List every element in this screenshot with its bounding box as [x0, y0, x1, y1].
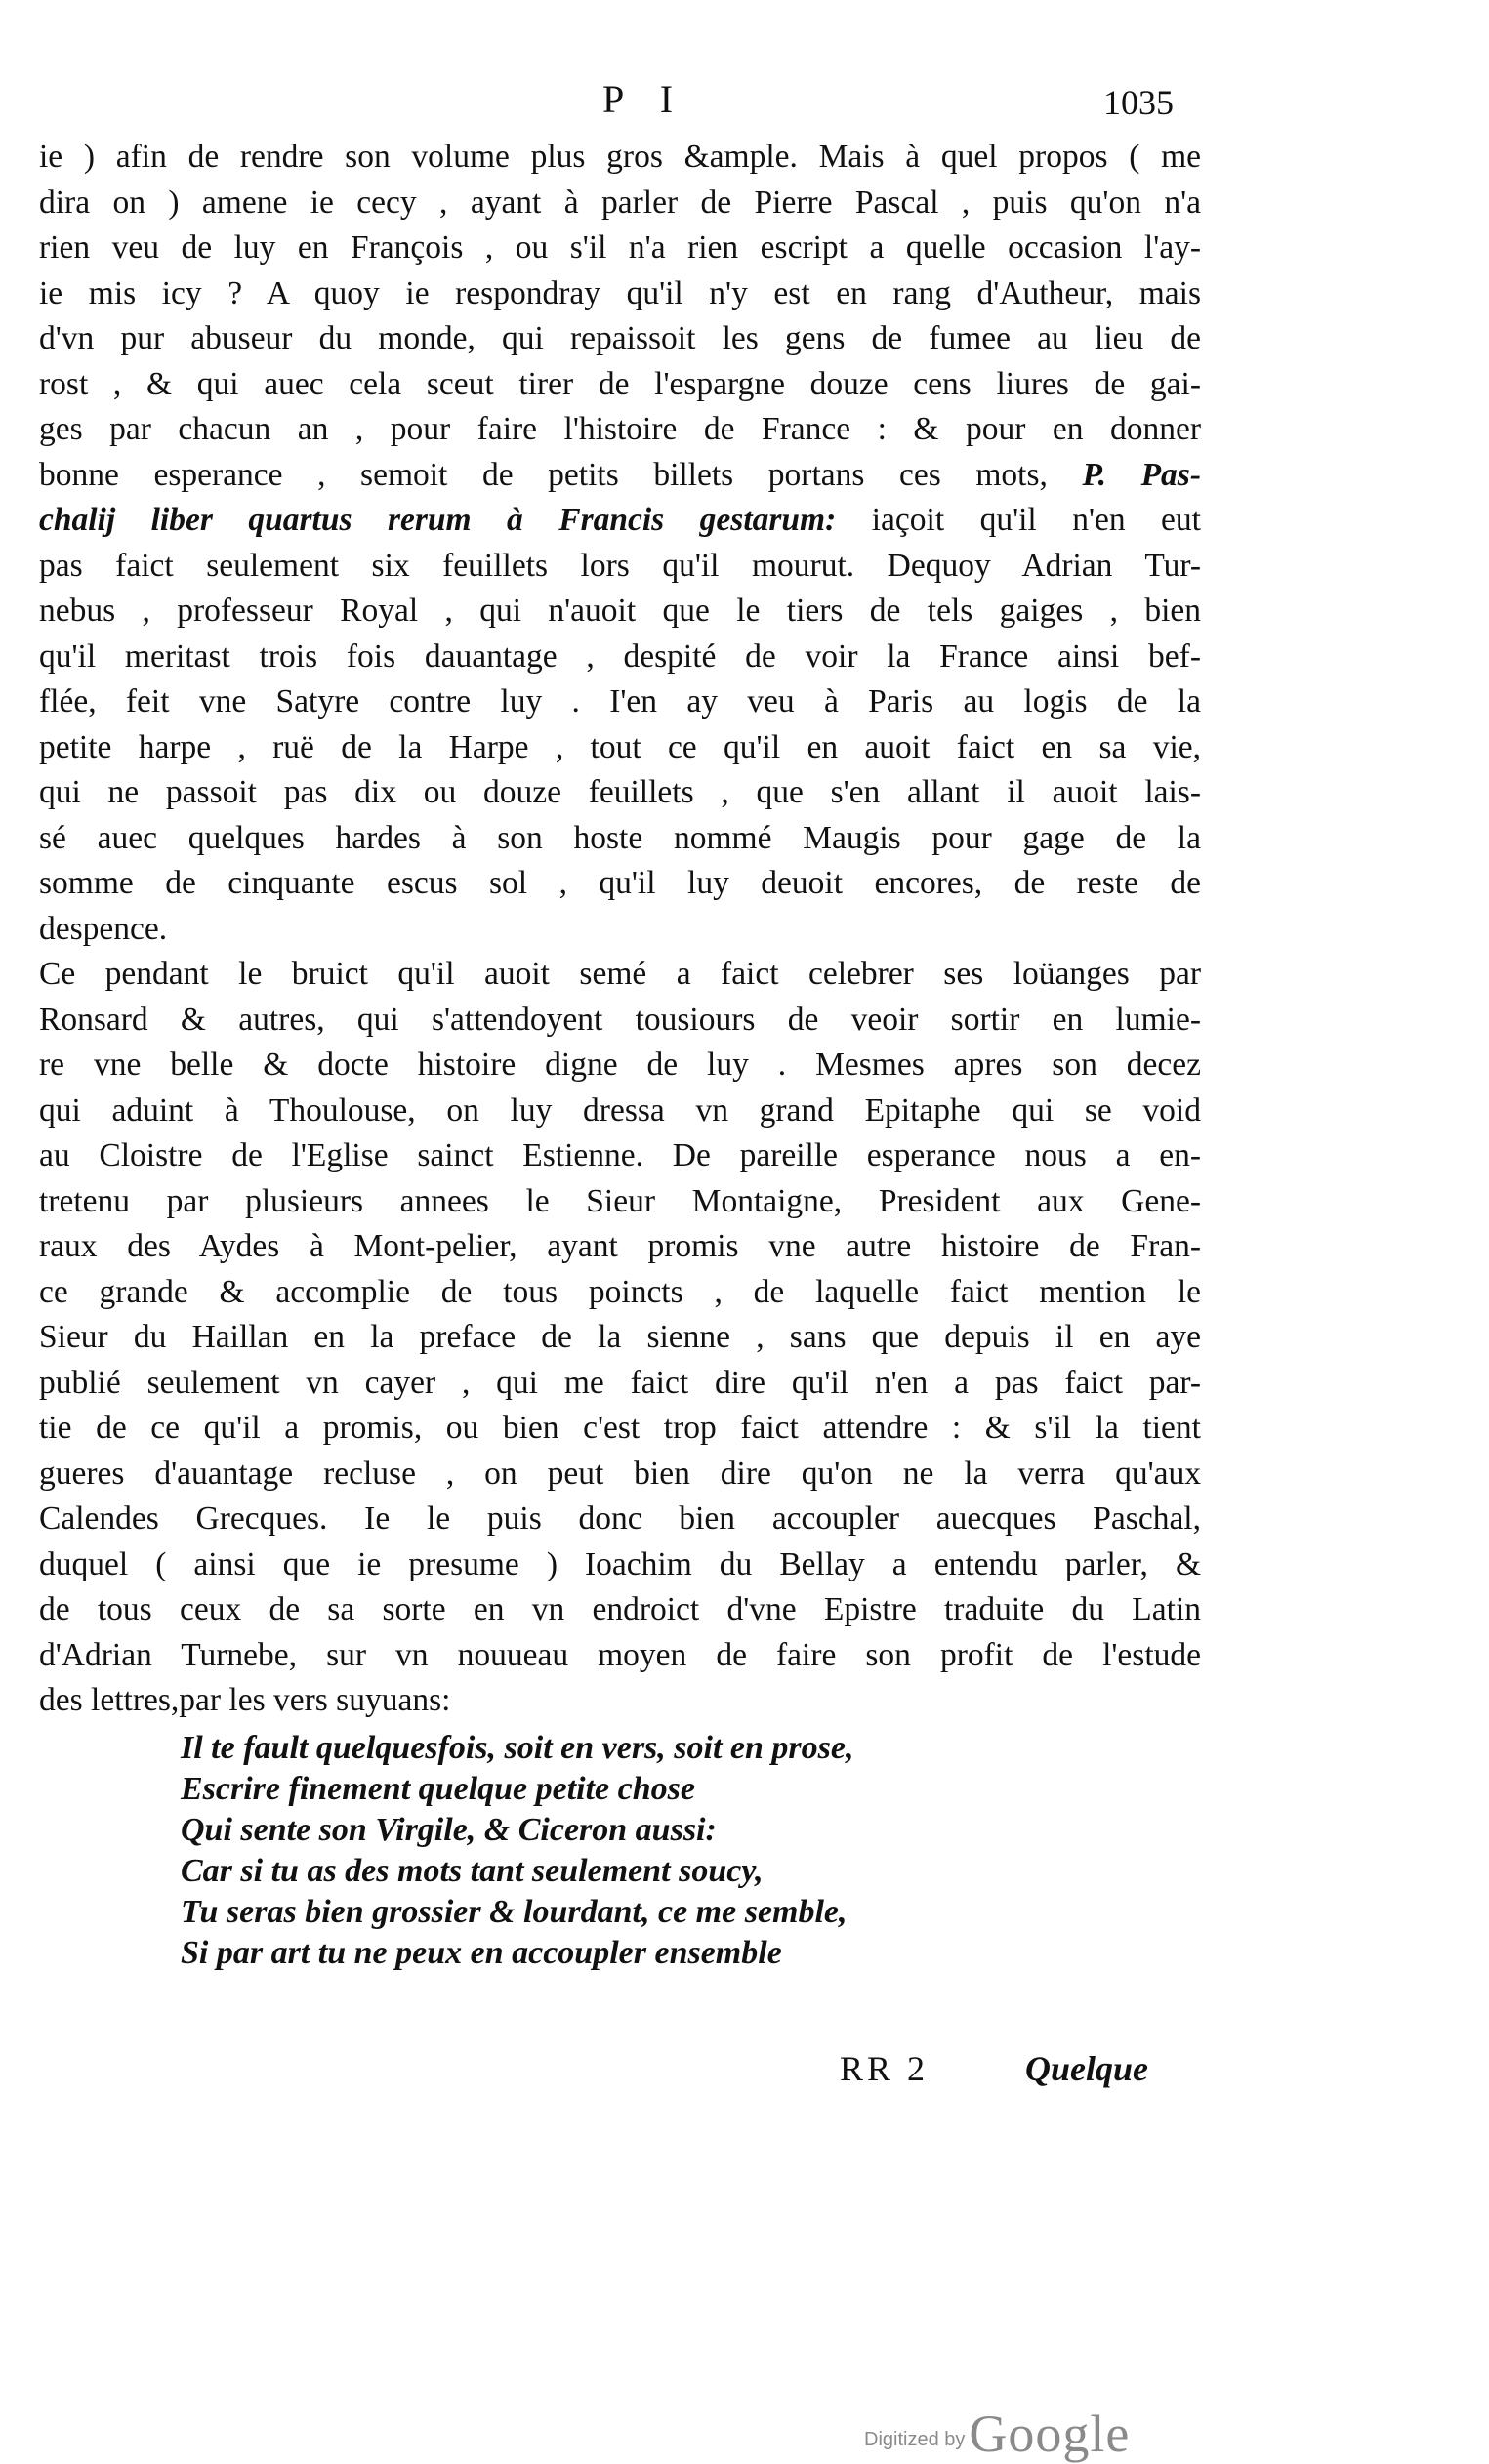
roman-text: flée, feit vne Satyre contre luy . I'en ay veu à Paris au logis de la [39, 683, 1201, 719]
roman-text: duquel ( ainsi que ie presume ) Ioachim du Bellay a entendu parler, & [39, 1545, 1201, 1582]
text-line [39, 952, 1201, 998]
roman-text: iaçoit qu'il n'en eut [836, 502, 1201, 538]
verse-line: Escrire finement quelque petite chose [181, 1771, 695, 1807]
text-line [39, 1452, 1201, 1498]
roman-text: Sieur du Haillan en la preface de la sienne , sans que depuis il en aye [39, 1319, 1201, 1355]
text-line [39, 1224, 1201, 1270]
text-line [39, 453, 1201, 499]
text-line [39, 1678, 1201, 1724]
roman-text: rien veu de luy en François , ou s'il n'a rien escript a quelle occasion l'ay- [39, 229, 1201, 266]
text-line [39, 679, 1201, 725]
running-head: P I [601, 77, 687, 121]
text-line [39, 861, 1201, 907]
roman-text: qu'il meritast trois fois dauantage , despité de voir la France ainsi bef- [39, 637, 1201, 675]
roman-text: Ronsard & autres, qui s'attendoyent tousiours de veoir sortir en lumie- [39, 1001, 1201, 1038]
roman-text: petite harpe , ruë de la Harpe , tout ce qu'il en auoit faict en sa vie, [39, 728, 1201, 765]
text-line [39, 1179, 1201, 1225]
text-line [39, 1043, 1201, 1088]
text-line [39, 1361, 1201, 1407]
roman-text: des lettres,par les vers suyuans: [39, 1682, 451, 1718]
text-line [39, 1587, 1201, 1633]
text-line [39, 635, 1201, 680]
roman-text: rost , & qui auec cela sceut tirer de l'espargne douze cens liures de gai- [39, 365, 1201, 402]
text-line [39, 407, 1201, 453]
text-line [39, 1088, 1201, 1134]
verse-line: Si par art tu ne peux en accoupler ensemble [181, 1935, 782, 1971]
text-line [39, 1633, 1201, 1679]
roman-text: Ce pendant le bruict qu'il auoit semé a faict celebrer ses loüanges par [39, 956, 1201, 992]
text-line [39, 135, 1201, 181]
page-number: 1035 [1103, 83, 1174, 122]
roman-text: raux des Aydes à Mont-pelier, ayant promis vne autre histoire de Fran- [39, 1228, 1201, 1264]
text-line [39, 544, 1201, 590]
verse-line: Tu seras bien grossier & lourdant, ce me semble, [181, 1894, 848, 1930]
text-line [39, 589, 1201, 635]
roman-text: ges par chacun an , pour faire l'histoire de France : & pour en donner [39, 411, 1201, 447]
roman-text: Calendes Grecques. Ie le puis donc bien accoupler auecques Paschal, [39, 1500, 1201, 1537]
text-line [39, 1542, 1201, 1588]
text-line [39, 1133, 1201, 1179]
roman-text: despence. [39, 910, 168, 947]
text-line [39, 816, 1201, 862]
roman-text: nebus , professeur Royal , qui n'auoit que le tiers de tels gaiges , bien [39, 593, 1201, 629]
text-line [39, 498, 1201, 544]
text-line [39, 362, 1201, 408]
text-line [39, 907, 1201, 953]
roman-text: bonne esperance , semoit de petits billets portans ces mots, [39, 456, 1048, 493]
verse-line: Il te fault quelquesfois, soit en vers, soit en prose, [181, 1730, 854, 1766]
roman-text: d'Adrian Turnebe, sur vn nouueau moyen de faire son profit de l'estude [39, 1636, 1201, 1673]
text-line [39, 1270, 1201, 1316]
roman-text: qui aduint à Thoulouse, on luy dressa vn grand Epitaphe qui se void [39, 1091, 1201, 1129]
text-line [39, 770, 1201, 816]
italic-text: P. Pas- [1047, 456, 1201, 493]
verse-line: Qui sente son Virgile, & Ciceron aussi: [181, 1812, 717, 1848]
text-line [39, 1406, 1201, 1452]
catchword: Quelque [1025, 2049, 1148, 2088]
roman-text: ie ) afin de rendre son volume plus gros &ample. Mais à quel propos ( me [39, 139, 1201, 175]
digitized-watermark [864, 2403, 1130, 2464]
page-header [0, 76, 1489, 135]
body-text [39, 135, 1201, 1724]
verse-line: Car si tu as des mots tant seulement soucy, [181, 1853, 764, 1889]
roman-text: tie de ce qu'il a promis, ou bien c'est trop faict attendre : & s'il la tient [39, 1410, 1201, 1446]
roman-text: de tous ceux de sa sorte en vn endroict d'vne Epistre traduite du Latin [39, 1591, 1201, 1627]
signature-mark: RR 2 [840, 2049, 930, 2088]
roman-text: dira on ) amene ie cecy , ayant à parler de Pierre Pascal , puis qu'on n'a [39, 184, 1201, 221]
text-line [39, 998, 1201, 1044]
roman-text: au Cloistre de l'Eglise sainct Estienne. De pareille esperance nous a en- [39, 1137, 1201, 1173]
roman-text: pas faict seulement six feuillets lors qu'il mourut. Dequoy Adrian Tur- [39, 547, 1201, 584]
roman-text: ie mis icy ? A quoy ie respondray qu'il n'y est en rang d'Autheur, mais [39, 274, 1201, 311]
text-line [39, 725, 1201, 771]
roman-text: somme de cinquante escus sol , qu'il luy deuoit encores, de reste de [39, 865, 1201, 901]
roman-text: qui ne passoit pas dix ou douze feuillets , que s'en allant il auoit lais- [39, 774, 1201, 810]
text-line [39, 226, 1201, 271]
text-line [39, 181, 1201, 226]
text-line [39, 316, 1201, 362]
digitized-prefix: Digitized by [864, 2429, 966, 2450]
text-line [39, 271, 1201, 317]
roman-text: publié seulement vn cayer , qui me faict dire qu'il n'en a pas faict par- [39, 1364, 1201, 1401]
roman-text: ce grande & accomplie de tous poincts , de laquelle faict mention le [39, 1273, 1201, 1310]
roman-text: tretenu par plusieurs annees le Sieur Montaigne, President aux Gene- [39, 1182, 1201, 1219]
text-line [39, 1497, 1201, 1542]
roman-text: d'vn pur abuseur du monde, qui repaissoit les gens de fumee au lieu de [39, 320, 1201, 356]
roman-text: gueres d'auantage recluse , on peut bien dire qu'on ne la verra qu'aux [39, 1455, 1201, 1492]
italic-text: chalij liber quartus rerum à Francis gestarum: [39, 502, 837, 538]
roman-text: sé auec quelques hardes à son hoste nommé Maugis pour gage de la [39, 819, 1201, 856]
text-line [39, 1315, 1201, 1361]
roman-text: re vne belle & docte histoire digne de luy . Mesmes apres son decez [39, 1047, 1201, 1083]
verse-quotation [181, 1728, 1059, 1974]
google-logo: Google [969, 2404, 1131, 2463]
